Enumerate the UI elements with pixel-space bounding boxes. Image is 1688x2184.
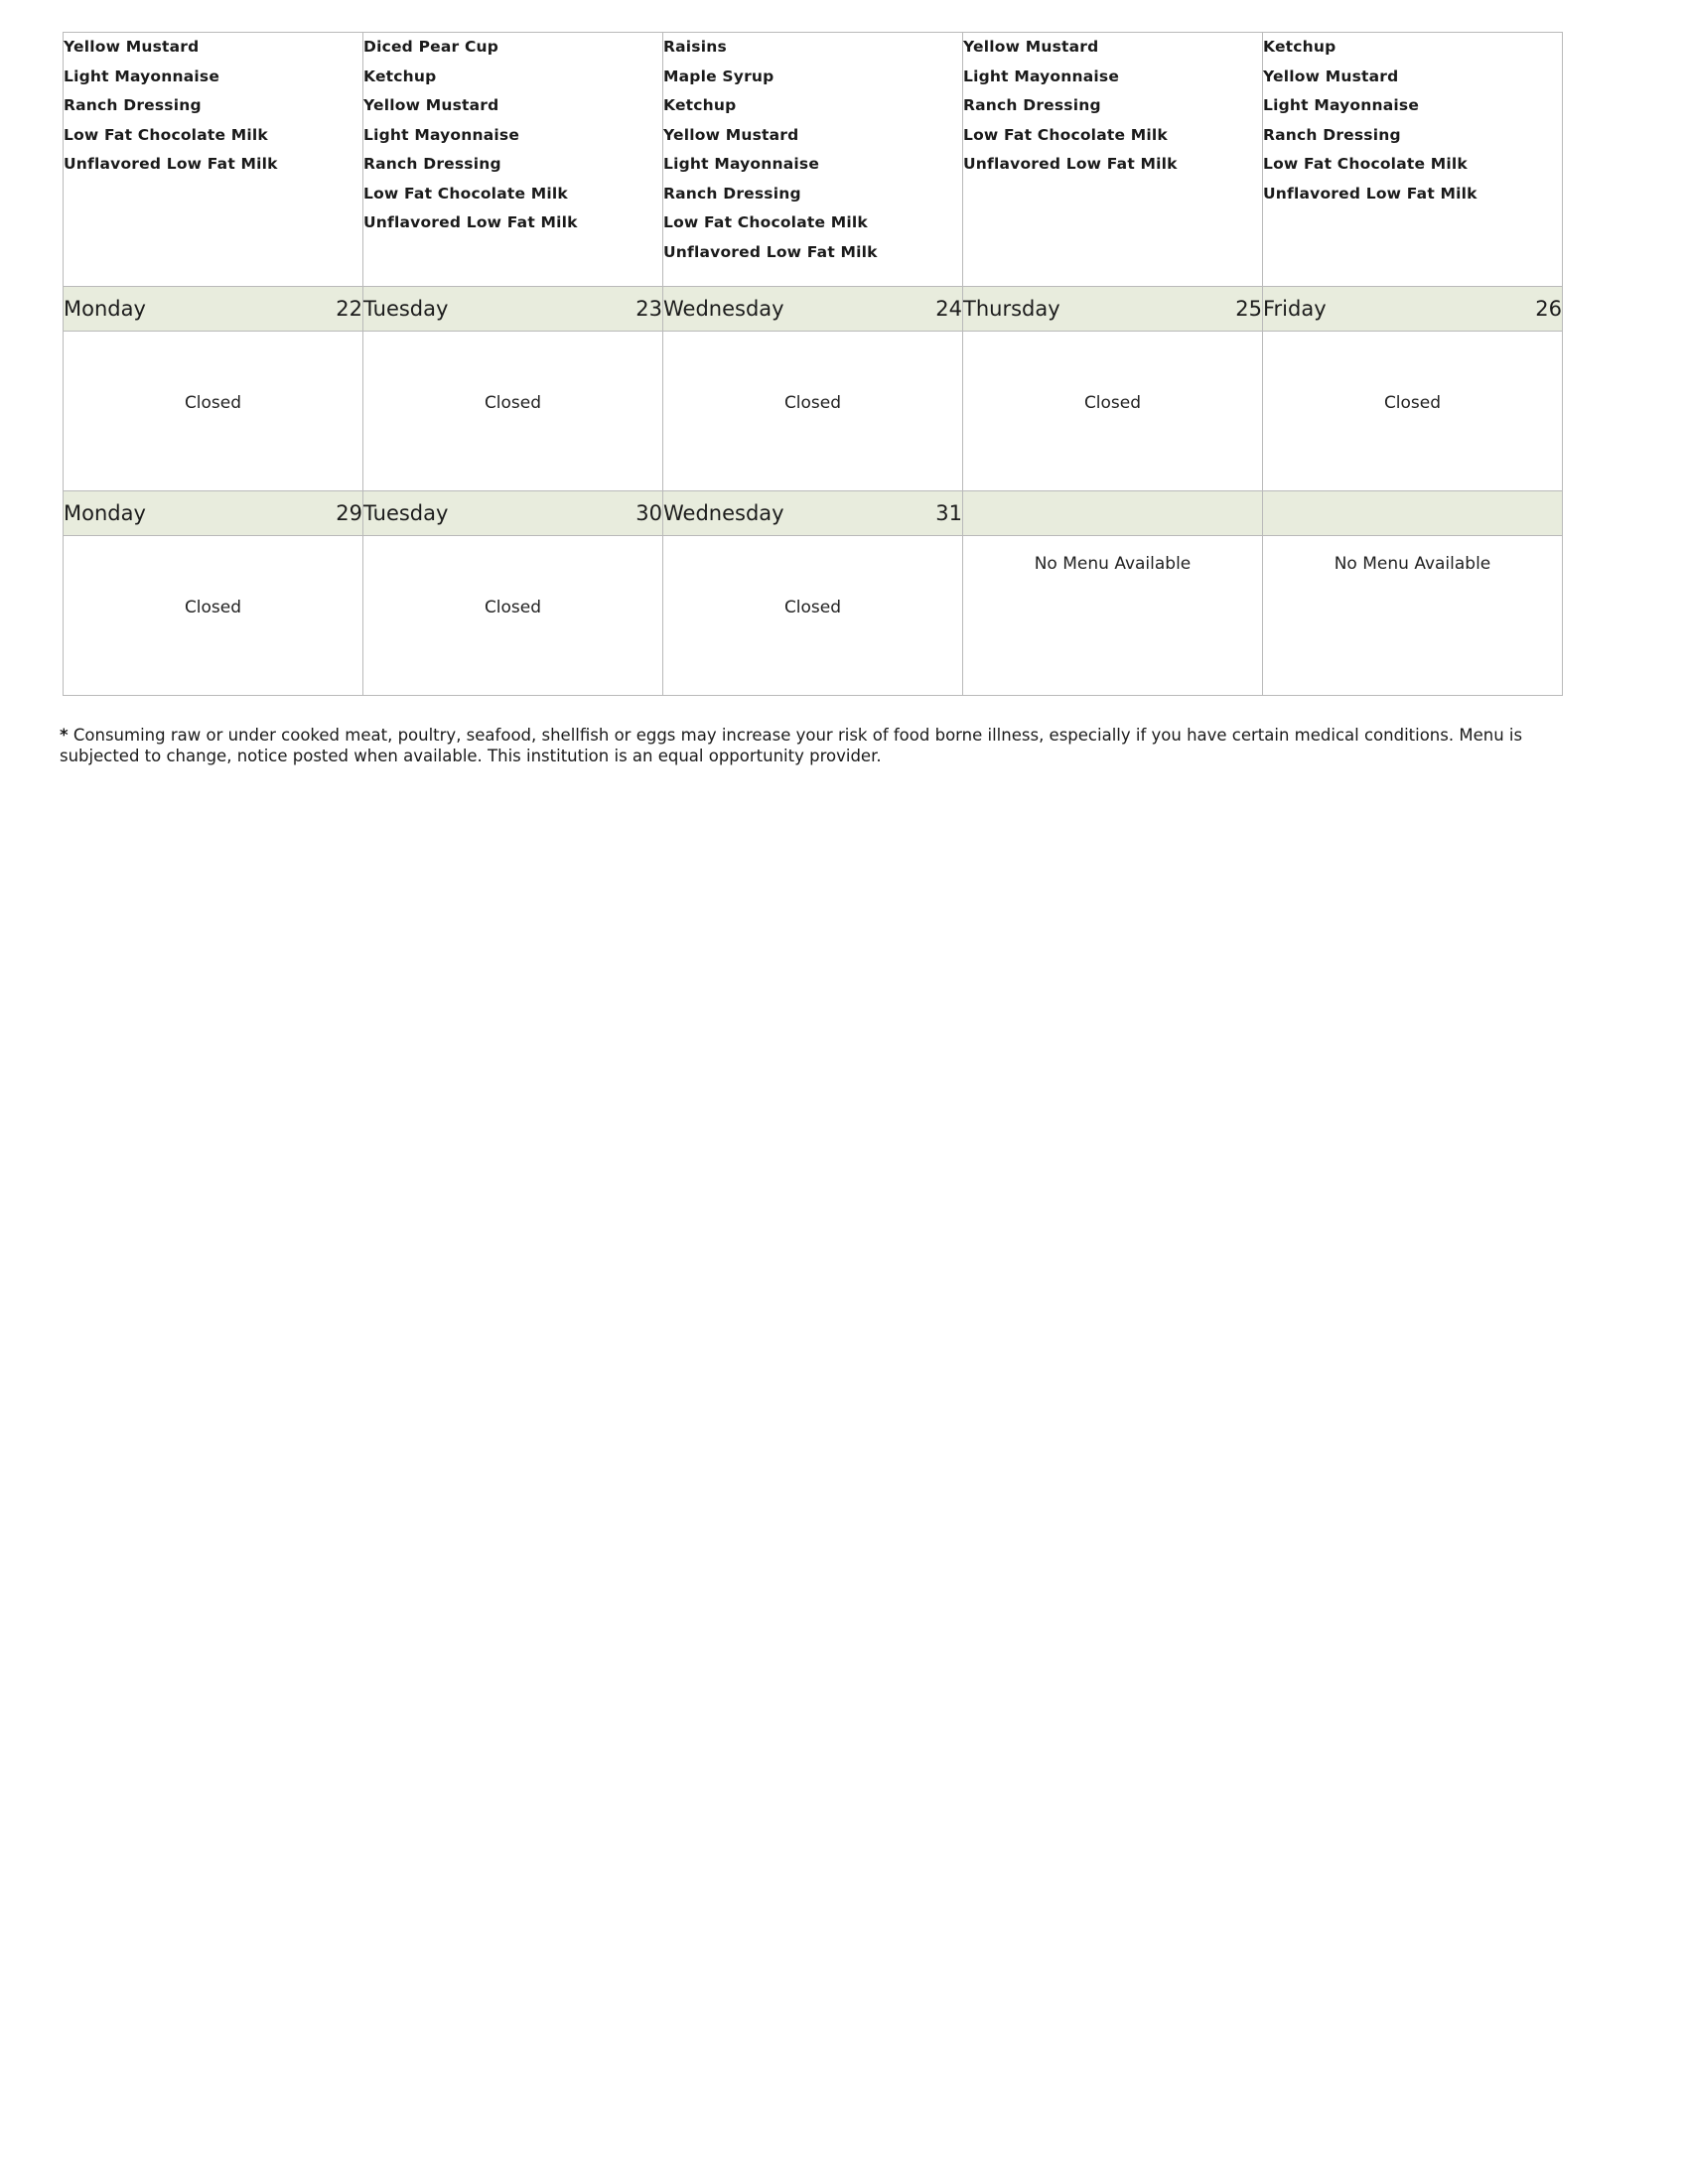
menu-item: Light Mayonnaise: [1263, 96, 1420, 114]
continuation-cell: [663, 33, 963, 287]
day-header-tuesday-23: [363, 287, 663, 332]
day-status: Closed: [783, 598, 842, 617]
day-header-thursday-25: [963, 287, 1263, 332]
menu-item: Diced Pear Cup: [363, 38, 499, 56]
day-cell-monday-22: [64, 332, 363, 491]
continuation-cell: [963, 33, 1263, 287]
menu-item: Ranch Dressing: [663, 184, 801, 203]
day-name: Tuesday: [363, 297, 449, 321]
menu-item: Ketchup: [363, 67, 437, 85]
day-header-monday-22: [64, 287, 363, 332]
menu-item: Ranch Dressing: [963, 96, 1101, 114]
day-header-empty-2: [1263, 491, 1563, 536]
day-cell-wednesday-24: [663, 332, 963, 491]
day-name: Wednesday: [663, 501, 784, 525]
menu-item: Unflavored Low Fat Milk: [663, 242, 878, 261]
day-header-friday-26: [1263, 287, 1563, 332]
week-header-row: [64, 491, 1563, 536]
continuation-cell: [363, 33, 663, 287]
day-status: No Menu Available: [1334, 554, 1491, 574]
day-number: 26: [1535, 297, 1562, 321]
menu-item: Light Mayonnaise: [663, 155, 820, 173]
day-cell-wednesday-31: [663, 536, 963, 696]
menu-item: Maple Syrup: [663, 67, 774, 85]
day-status: Closed: [484, 393, 542, 413]
day-status: Closed: [783, 393, 842, 413]
menu-item: Unflavored Low Fat Milk: [1263, 184, 1477, 203]
day-header-wednesday-24: [663, 287, 963, 332]
day-number: 30: [635, 501, 662, 525]
day-header-tuesday-30: [363, 491, 663, 536]
day-cell-tuesday-23: [363, 332, 663, 491]
menu-item: Yellow Mustard: [64, 38, 200, 56]
menu-item: Ketchup: [663, 96, 737, 114]
day-cell-monday-29: [64, 536, 363, 696]
menu-item: Yellow Mustard: [363, 96, 499, 114]
day-number: 24: [935, 297, 962, 321]
menu-item: Yellow Mustard: [1263, 67, 1399, 85]
menu-item: Light Mayonnaise: [64, 67, 220, 85]
day-status: No Menu Available: [1034, 554, 1192, 574]
footnote-text: Consuming raw or under cooked meat, poultry, seafood, shellfish or eggs may increase your risk of food borne illness, especially if you have certain medical conditions. Menu is subjected to change, notice posted when available. This institution is an equal opportunity provider.: [60, 726, 1523, 765]
menu-item: Yellow Mustard: [663, 125, 799, 144]
day-number: 31: [935, 501, 962, 525]
day-status: Closed: [484, 598, 542, 617]
menu-item: Unflavored Low Fat Milk: [363, 213, 578, 231]
menu-item: Yellow Mustard: [963, 38, 1099, 56]
menu-calendar-table: [63, 32, 1563, 696]
day-name: Monday: [64, 501, 146, 525]
day-cell-empty-1: [963, 536, 1263, 696]
day-number: 25: [1235, 297, 1262, 321]
menu-item: Low Fat Chocolate Milk: [963, 125, 1168, 144]
week-body-row: [64, 536, 1563, 696]
day-status: Closed: [184, 598, 242, 617]
day-cell-empty-2: [1263, 536, 1563, 696]
continuation-row: [64, 33, 1563, 287]
day-header-wednesday-31: [663, 491, 963, 536]
day-number: 23: [635, 297, 662, 321]
menu-item: Low Fat Chocolate Milk: [363, 184, 568, 203]
menu-item: Unflavored Low Fat Milk: [963, 155, 1178, 173]
menu-item: Ranch Dressing: [363, 155, 501, 173]
day-number: 22: [336, 297, 362, 321]
day-name: Monday: [64, 297, 146, 321]
day-status: Closed: [184, 393, 242, 413]
day-status: Closed: [1083, 393, 1142, 413]
day-cell-friday-26: [1263, 332, 1563, 491]
day-name: Friday: [1263, 297, 1327, 321]
continuation-cell: [64, 33, 363, 287]
menu-item: Ranch Dressing: [64, 96, 202, 114]
menu-item: Raisins: [663, 38, 727, 56]
day-name: Thursday: [963, 297, 1060, 321]
day-header-monday-29: [64, 491, 363, 536]
disclaimer-footnote: [60, 725, 1559, 766]
menu-item: Ranch Dressing: [1263, 125, 1401, 144]
day-cell-tuesday-30: [363, 536, 663, 696]
menu-item: Low Fat Chocolate Milk: [64, 125, 268, 144]
day-number: 29: [336, 501, 362, 525]
footnote-asterisk: *: [60, 726, 69, 745]
day-cell-thursday-25: [963, 332, 1263, 491]
menu-item: Light Mayonnaise: [963, 67, 1120, 85]
menu-item: Unflavored Low Fat Milk: [64, 155, 278, 173]
day-header-empty-1: [963, 491, 1263, 536]
menu-item: Low Fat Chocolate Milk: [1263, 155, 1468, 173]
menu-item: Light Mayonnaise: [363, 125, 520, 144]
menu-item: Ketchup: [1263, 38, 1336, 56]
week-header-row: [64, 287, 1563, 332]
week-body-row: [64, 332, 1563, 491]
day-name: Wednesday: [663, 297, 784, 321]
day-name: Tuesday: [363, 501, 449, 525]
continuation-cell: [1263, 33, 1563, 287]
menu-item: Low Fat Chocolate Milk: [663, 213, 868, 231]
day-status: Closed: [1383, 393, 1442, 413]
